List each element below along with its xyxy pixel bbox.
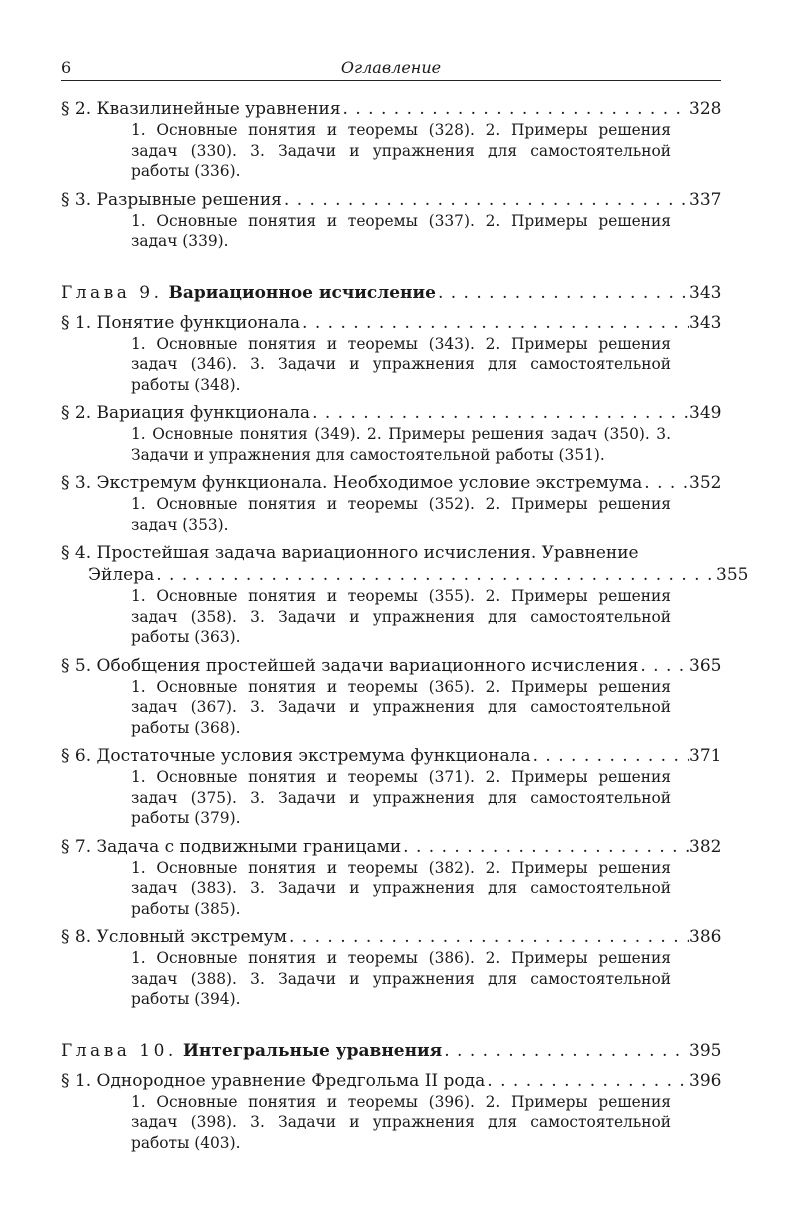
dot-leader [642,472,689,494]
section-subtitle: 1. Основные понятия и теоремы (355). 2. Примеры решения задач (358). 3. Задачи и упражнения для самостоятельной работы (363). [131,587,671,646]
section-subtitle: 1. Основные понятия (349). 2. Примеры решения задач (350). 3. Задачи и упражнения для самостоятельной работы (351). [131,425,671,464]
chapter-title: Вариационное исчисление [168,282,436,303]
dot-leader [401,836,689,858]
page-ref: 386 [689,927,722,947]
section-title: § 1. Понятие функционала [61,312,301,333]
page-ref: 349 [689,403,722,423]
toc-entry[interactable] [61,472,721,535]
toc-entry[interactable] [61,542,749,648]
dot-leader [531,745,689,767]
dot-leader [436,282,689,304]
section-title: § 7. Задача с подвижными границами [61,836,402,857]
dot-leader [638,655,689,677]
dot-leader [310,402,689,424]
section-subtitle: 1. Основные понятия и теоремы (371). 2. Примеры решения задач (375). 3. Задачи и упражнения для самостоятельной работы (379). [131,768,671,827]
toc-entry[interactable] [61,655,721,739]
section-title: § 3. Разрывные решения [61,189,282,210]
dot-leader [300,312,689,334]
section-title: § 2. Квазилинейные уравнения [61,99,341,119]
section-subtitle: 1. Основные понятия и теоремы (396). 2. Примеры решения задач (398). 3. Задачи и упражнения для самостоятельной работы (403). [131,1092,671,1152]
dot-leader [154,564,716,586]
page-ref: 343 [689,282,722,303]
section-title: § 6. Достаточные условия экстремума функционала [61,746,531,766]
section-title: § 2. Вариация функционала [61,403,311,423]
section-subtitle: 1. Основные понятия и теоремы (365). 2. Примеры решения задач (367). 3. Задачи и упражнения для самостоятельной работы (368). [131,677,671,737]
page-ref: 365 [689,655,722,676]
section-subtitle: 1. Основные понятия и теоремы (328). 2. Примеры решения задач (330). 3. Задачи и упражнения для самостоятельной работы (336). [131,121,671,180]
toc-entry[interactable] [61,189,721,252]
page-ref: 396 [689,1070,722,1091]
toc-entry[interactable] [61,745,721,829]
toc-entry[interactable] [61,1070,721,1154]
page-ref: 352 [689,473,722,493]
section-title: § 8. Условный экстремум [61,927,287,947]
chapter-label: Глава 9. [61,282,163,303]
toc-entry[interactable] [61,312,721,396]
dot-leader [282,189,689,211]
section-title: § 1. Однородное уравнение Фредгольма II рода [61,1070,486,1091]
chapter-entry[interactable] [61,282,721,304]
section-subtitle: 1. Основные понятия и теоремы (352). 2. Примеры решения задач (353). [131,495,671,534]
running-title: Оглавление [340,58,442,77]
toc-entry[interactable] [61,836,721,920]
dot-leader [287,926,689,948]
toc-entry[interactable] [61,98,721,182]
section-title: § 4. Простейшая задача вариационного исчисления. Уравнение [61,543,639,563]
dot-leader [442,1040,689,1062]
section-subtitle: 1. Основные понятия и теоремы (382). 2. Примеры решения задач (383). 3. Задачи и упражнения для самостоятельной работы (385). [131,858,671,918]
toc-entry[interactable] [61,926,721,1010]
chapter-entry[interactable] [61,1040,721,1062]
page-number: 6 [61,58,72,77]
section-title-continued: Эйлера [88,565,155,585]
section-title: § 3. Экстремум функционала. Необходимое условие экстремума [61,473,643,493]
page-ref: 382 [689,836,722,857]
chapter-label: Глава 10. [61,1040,177,1061]
page-ref: 355 [716,565,749,585]
page-ref: 337 [689,189,722,210]
page-ref: 395 [689,1040,722,1061]
page-ref: 371 [689,746,722,766]
section-subtitle: 1. Основные понятия и теоремы (386). 2. Примеры решения задач (388). 3. Задачи и упражнения для самостоятельной работы (394). [131,949,671,1008]
section-subtitle: 1. Основные понятия и теоремы (343). 2. Примеры решения задач (346). 3. Задачи и упражнения для самостоятельной работы (348). [131,334,671,394]
table-of-contents [61,98,749,1160]
page-ref: 343 [689,312,722,333]
section-title: § 5. Обобщения простейшей задачи вариационного исчисления [61,655,639,676]
dot-leader [485,1070,689,1092]
chapter-title: Интегральные уравнения [182,1040,443,1061]
dot-leader [341,98,689,120]
page-ref: 328 [689,99,722,119]
page-header [61,58,721,81]
section-subtitle: 1. Основные понятия и теоремы (337). 2. Примеры решения задач (339). [131,211,671,250]
toc-entry[interactable] [61,402,721,465]
